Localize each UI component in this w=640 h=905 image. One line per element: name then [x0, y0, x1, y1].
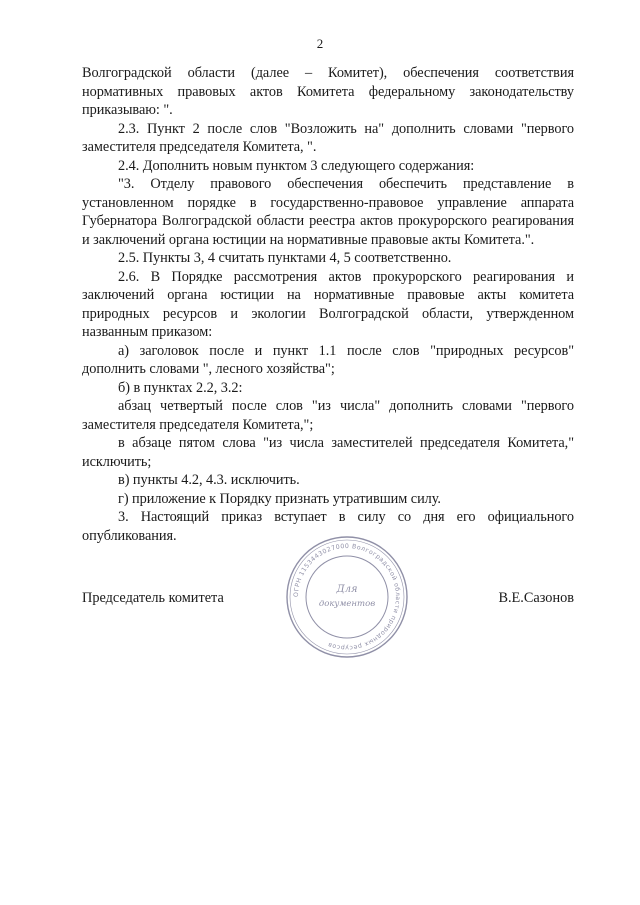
official-seal-stamp — [284, 534, 410, 660]
paragraph: Волгоградской области (далее – Комитет), обеспечения соответствия нормативных правовых актов Комитета федеральному законодательству приказываю: ". — [82, 65, 574, 118]
svg-text:Для: Для — [336, 584, 358, 595]
paragraph: 2.5. Пункты 3, 4 считать пунктами 4, 5 соответственно. — [118, 250, 452, 266]
svg-text:ОГРН 1153443027000 Волгоградск: ОГРН 1153443027000 Волгоградской области природных ресурсов — [292, 542, 402, 652]
paragraph: в) пункты 4.2, 4.3. исключить. — [118, 472, 300, 488]
paragraph: г) приложение к Порядку признать утратившим силу. — [118, 490, 441, 507]
signatory-name: В.Е.Сазонов — [498, 590, 574, 606]
paragraph: а) заголовок после и пункт 1.1 после слов "природных ресурсов" дополнить словами ", лесного хозяйства"; — [82, 342, 574, 377]
document-body — [82, 64, 574, 545]
paragraph: "3. Отделу правового обеспечения обеспечить представление в установленном порядке в государственно-правовое управление аппарата Губернатора Волгоградской области реестра актов прокурорского реагирования и заключений органа юстиции на нормативные правовые акты Комитета.". — [82, 176, 574, 248]
svg-text:документов: документов — [318, 599, 376, 609]
paragraph: 2.4. Дополнить новым пунктом 3 следующего содержания: — [118, 157, 475, 174]
signatory-title: Председатель комитета — [82, 590, 224, 606]
paragraph: абзац четвертый после слов "из числа" дополнить словами "первого заместителя председателя Комитета,"; — [82, 398, 574, 433]
paragraph: 2.3. Пункт 2 после слов "Возложить на" дополнить словами "первого заместителя председателя Комитета, ". — [82, 120, 574, 155]
paragraph: в абзаце пятом слова "из числа заместителей председателя Комитета," исключить; — [82, 435, 574, 470]
paragraph: б) в пунктах 2.2, 3.2: — [118, 379, 243, 396]
page-number: 2 — [316, 36, 324, 51]
paragraph: 3. Настоящий приказ вступает в силу со дня его официального опубликования. — [82, 509, 574, 544]
paragraph: 2.6. В Порядке рассмотрения актов прокурорского реагирования и заключений органа юстиции на нормативные правовые акты комитета природных ресурсов и экологии Волгоградской области, утвержденном названным приказом: — [82, 268, 574, 340]
